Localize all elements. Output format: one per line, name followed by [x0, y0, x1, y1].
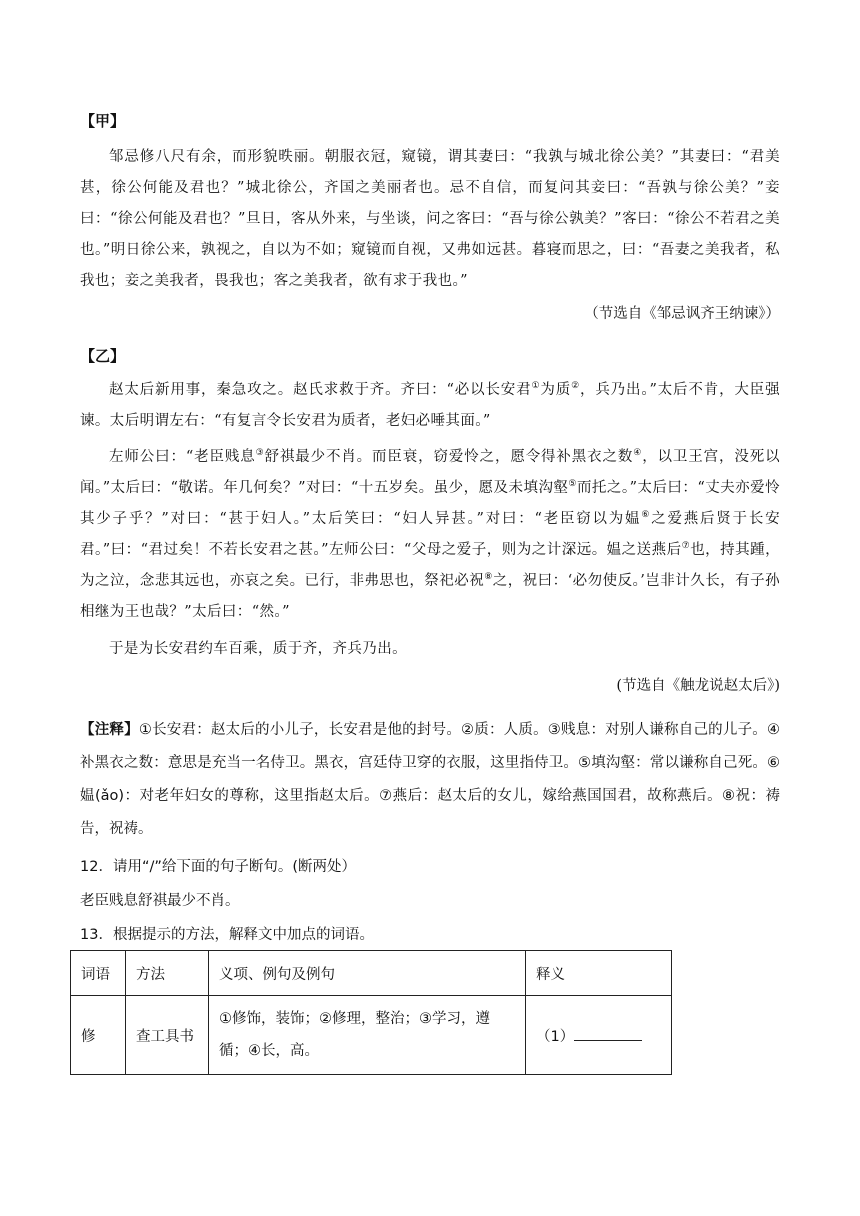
footnote-marker-3: ③	[255, 448, 265, 459]
dotted-word-ji: 计	[546, 542, 562, 558]
section-jia-heading: 【甲】	[80, 112, 126, 130]
yi-p2-text-e: 之爱燕后贤于长安君。”曰：“君过矣！不若长安君之甚。”左师公曰：“父母之爱子，则为之	[80, 511, 780, 558]
question-12-title: 12．请用“/”给下面的句子断句。(断两处）	[80, 859, 357, 875]
jia-paragraph	[80, 142, 780, 297]
notes-paragraph	[80, 714, 780, 846]
table-header-cell: 词语	[71, 951, 126, 996]
jia-text-rest: 八尺有余，而形貌昳丽。朝服衣冠，窥镜，谓其妻曰：“我孰与城北徐公美？”其妻曰：“君美甚，徐公何能及君也？”城北徐公，齐国之美丽者也。忌不自信，而复问其妾曰：“吾孰与徐公美？”妾曰：“徐公何能及君也？”旦日，客从外来，与坐谈，问之客曰：“吾与徐公孰美？”客曰：“徐公不若君之美也。”明日徐公来，孰视之，自以为不如；窥镜而自视，又弗如远甚。暮寝而思之，曰：“吾妻之美我者，私我也；妾之美我者，畏我也；客之美我者，欲有求于我也。”	[80, 149, 780, 289]
section-yi-heading: 【乙】	[80, 347, 126, 365]
footnote-marker-2: ②	[571, 381, 580, 392]
yi-p1-text-b: 为质	[540, 382, 572, 398]
table-cell-word: 修	[71, 996, 126, 1075]
yi-paragraph-2	[80, 442, 780, 628]
footnote-marker-1: ①	[531, 381, 541, 392]
yi-p1-text-d: 左右：“有复言令长安君为质者，老妇必唾其面。”	[169, 413, 491, 429]
notes-label: 【注释】	[80, 722, 139, 738]
footnote-marker-8: ⑧	[484, 572, 493, 583]
table-cell-answer	[526, 996, 672, 1075]
yi-p2-text-f: 深远。媪之送燕后	[561, 542, 682, 558]
answer-label: （1）	[536, 1028, 575, 1045]
yi-source: (节选自《触龙说赵太后》)	[616, 678, 780, 694]
jia-source: （节选自《邹忌讽齐王纳谏》）	[584, 306, 780, 322]
footnote-marker-5: ⑤	[568, 479, 577, 490]
table-cell-method: 查工具书	[126, 996, 209, 1075]
question-12-sentence: 老臣贱息舒祺最少不肖。	[80, 893, 240, 909]
yi-p2-text-c: ，以卫王宫，没死以闻。”太后曰：“敬诺。年几何矣？”对曰：“十五岁矣。虽少，愿及未填沟壑	[80, 449, 780, 496]
question-13-title: 13．根据提示的方法，解释文中加点的词语。	[80, 927, 374, 943]
yi-p2-text-h: 之，祝曰：‘必勿使反。’岂非计久长，有子孙相继为王也哉？”太后曰：“然。”	[80, 573, 780, 620]
table-cell-definitions: ①修饰，装饰；②修理，整治；③学习，遵循；④长，高。	[209, 996, 526, 1075]
yi-paragraph-1	[80, 375, 780, 437]
yi-paragraph-3: 于是为长安君约车百乘，质于齐，齐兵乃出。	[109, 641, 407, 657]
notes-section	[80, 714, 780, 846]
footnote-marker-6: ⑥	[641, 510, 652, 521]
yi-p1-text-c: ，兵乃出。”太后不肯，大臣强谏。太后明	[80, 382, 780, 429]
answer-blank[interactable]	[574, 1026, 642, 1041]
footnote-marker-4: ④	[633, 448, 643, 459]
table-header-cell: 义项、例句及例句	[209, 951, 526, 996]
section-jia	[80, 108, 780, 330]
yi-p2-text-d: 而托之。”太后曰：“丈夫亦爱怜其少子乎？”对曰：“甚于妇人。”太后笑曰：“妇人异甚。”对曰：“老臣窃以为媪	[80, 480, 781, 527]
table-header-row	[71, 951, 672, 996]
yi-p2-text-a: 左师公曰：“老臣贱息	[109, 449, 256, 465]
footnote-marker-7: ⑦	[681, 541, 691, 552]
table-row	[71, 996, 672, 1075]
vocab-table	[70, 950, 672, 1075]
table-header-cell: 方法	[126, 951, 209, 996]
yi-p1-text-a: 赵太后新用事，秦急攻之。赵氏求救于齐。齐曰：“必以长安君	[109, 382, 532, 398]
section-yi	[80, 343, 780, 702]
yi-p2-text-g: 也，持其踵，为之泣，念悲其远也，亦哀之矣。已行，非弗思也，祭祀必祝	[80, 542, 781, 589]
notes-text: ①长安君：赵太后的小儿子，长安君是他的封号。②质：人质。③贱息：对别人谦称自己的儿子。④补黑衣之数：意思是充当一名侍卫。黑衣，宫廷侍卫穿的衣服，这里指侍卫。⑤填沟壑：常以谦称自己死。⑥媪(ǎo)：对老年妇女的尊称，这里指赵太后。⑦燕后：赵太后的女儿，嫁给燕国国君，故称燕后。⑧祝：祷告，祝祷。	[80, 722, 781, 837]
table-header-cell: 释义	[526, 951, 672, 996]
question-13	[80, 920, 780, 951]
dotted-word-wei: 谓	[154, 413, 170, 429]
question-12	[80, 852, 780, 917]
yi-p2-text-b: 舒祺最少不肖。而臣衰，窃爱怜之，愿令得补黑衣之数	[264, 449, 634, 465]
jia-text-start: 邹忌修	[109, 149, 156, 165]
